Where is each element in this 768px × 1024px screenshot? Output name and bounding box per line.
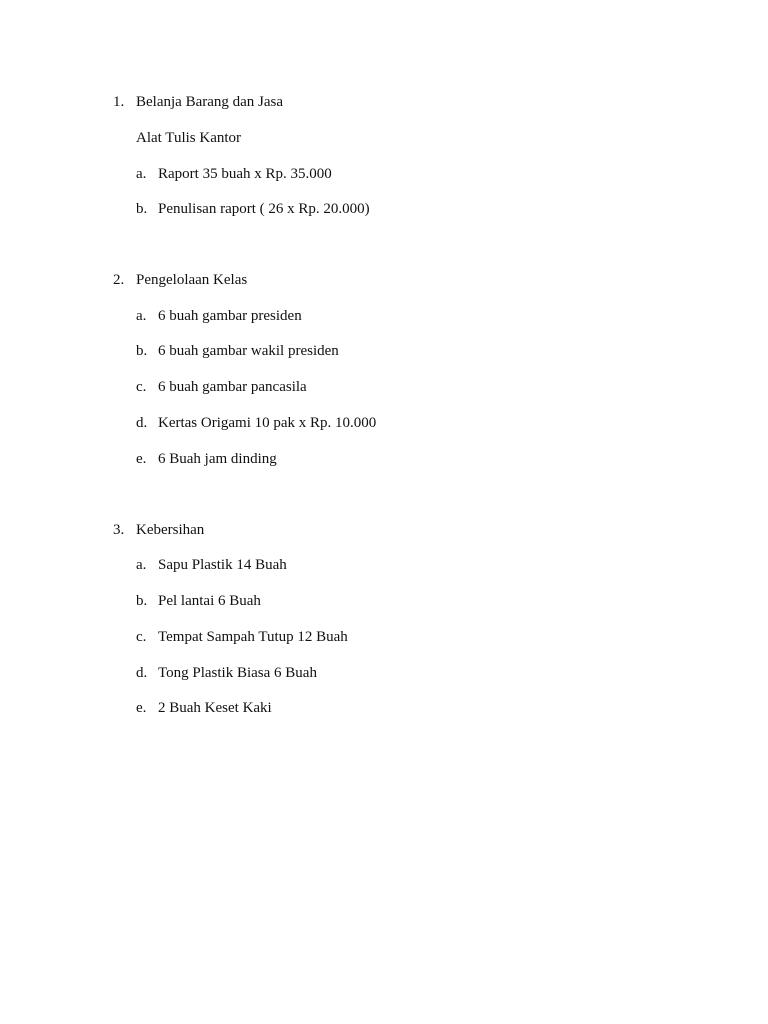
list-item-letter: b. xyxy=(136,343,148,359)
section-subtitle: Alat Tulis Kantor xyxy=(136,130,242,146)
list-item-letter: a. xyxy=(136,166,147,182)
section-title: Belanja Barang dan Jasa xyxy=(136,94,284,110)
list-item-letter: b. xyxy=(136,593,148,609)
list-item-text: Sapu Plastik 14 Buah xyxy=(158,557,287,573)
list-item-letter: b. xyxy=(136,201,148,217)
section-number: 1. xyxy=(113,94,125,110)
list-item-text: Kertas Origami 10 pak x Rp. 10.000 xyxy=(158,415,377,431)
list-item-text: 6 Buah jam dinding xyxy=(158,451,277,467)
list-item-letter: c. xyxy=(136,629,147,645)
list-item-text: 6 buah gambar presiden xyxy=(158,308,302,324)
list-item-text: 2 Buah Keset Kaki xyxy=(158,700,272,716)
list-item-letter: a. xyxy=(136,557,147,573)
list-item-text: Raport 35 buah x Rp. 35.000 xyxy=(158,166,332,182)
section-title: Kebersihan xyxy=(136,522,205,538)
section-number: 3. xyxy=(113,522,125,538)
list-item-text: Tong Plastik Biasa 6 Buah xyxy=(158,665,317,681)
list-item-letter: e. xyxy=(136,700,147,716)
list-item-text: Penulisan raport ( 26 x Rp. 20.000) xyxy=(158,201,370,217)
section-number: 2. xyxy=(113,272,125,288)
list-item-text: Tempat Sampah Tutup 12 Buah xyxy=(158,629,348,645)
list-item-letter: e. xyxy=(136,451,147,467)
list-item-letter: d. xyxy=(136,665,148,681)
list-item-letter: c. xyxy=(136,379,147,395)
list-item-letter: a. xyxy=(136,308,147,324)
list-item-letter: d. xyxy=(136,415,148,431)
section-title: Pengelolaan Kelas xyxy=(136,272,248,288)
list-item-text: 6 buah gambar wakil presiden xyxy=(158,343,339,359)
list-item-text: 6 buah gambar pancasila xyxy=(158,379,307,395)
list-item-text: Pel lantai 6 Buah xyxy=(158,593,261,609)
